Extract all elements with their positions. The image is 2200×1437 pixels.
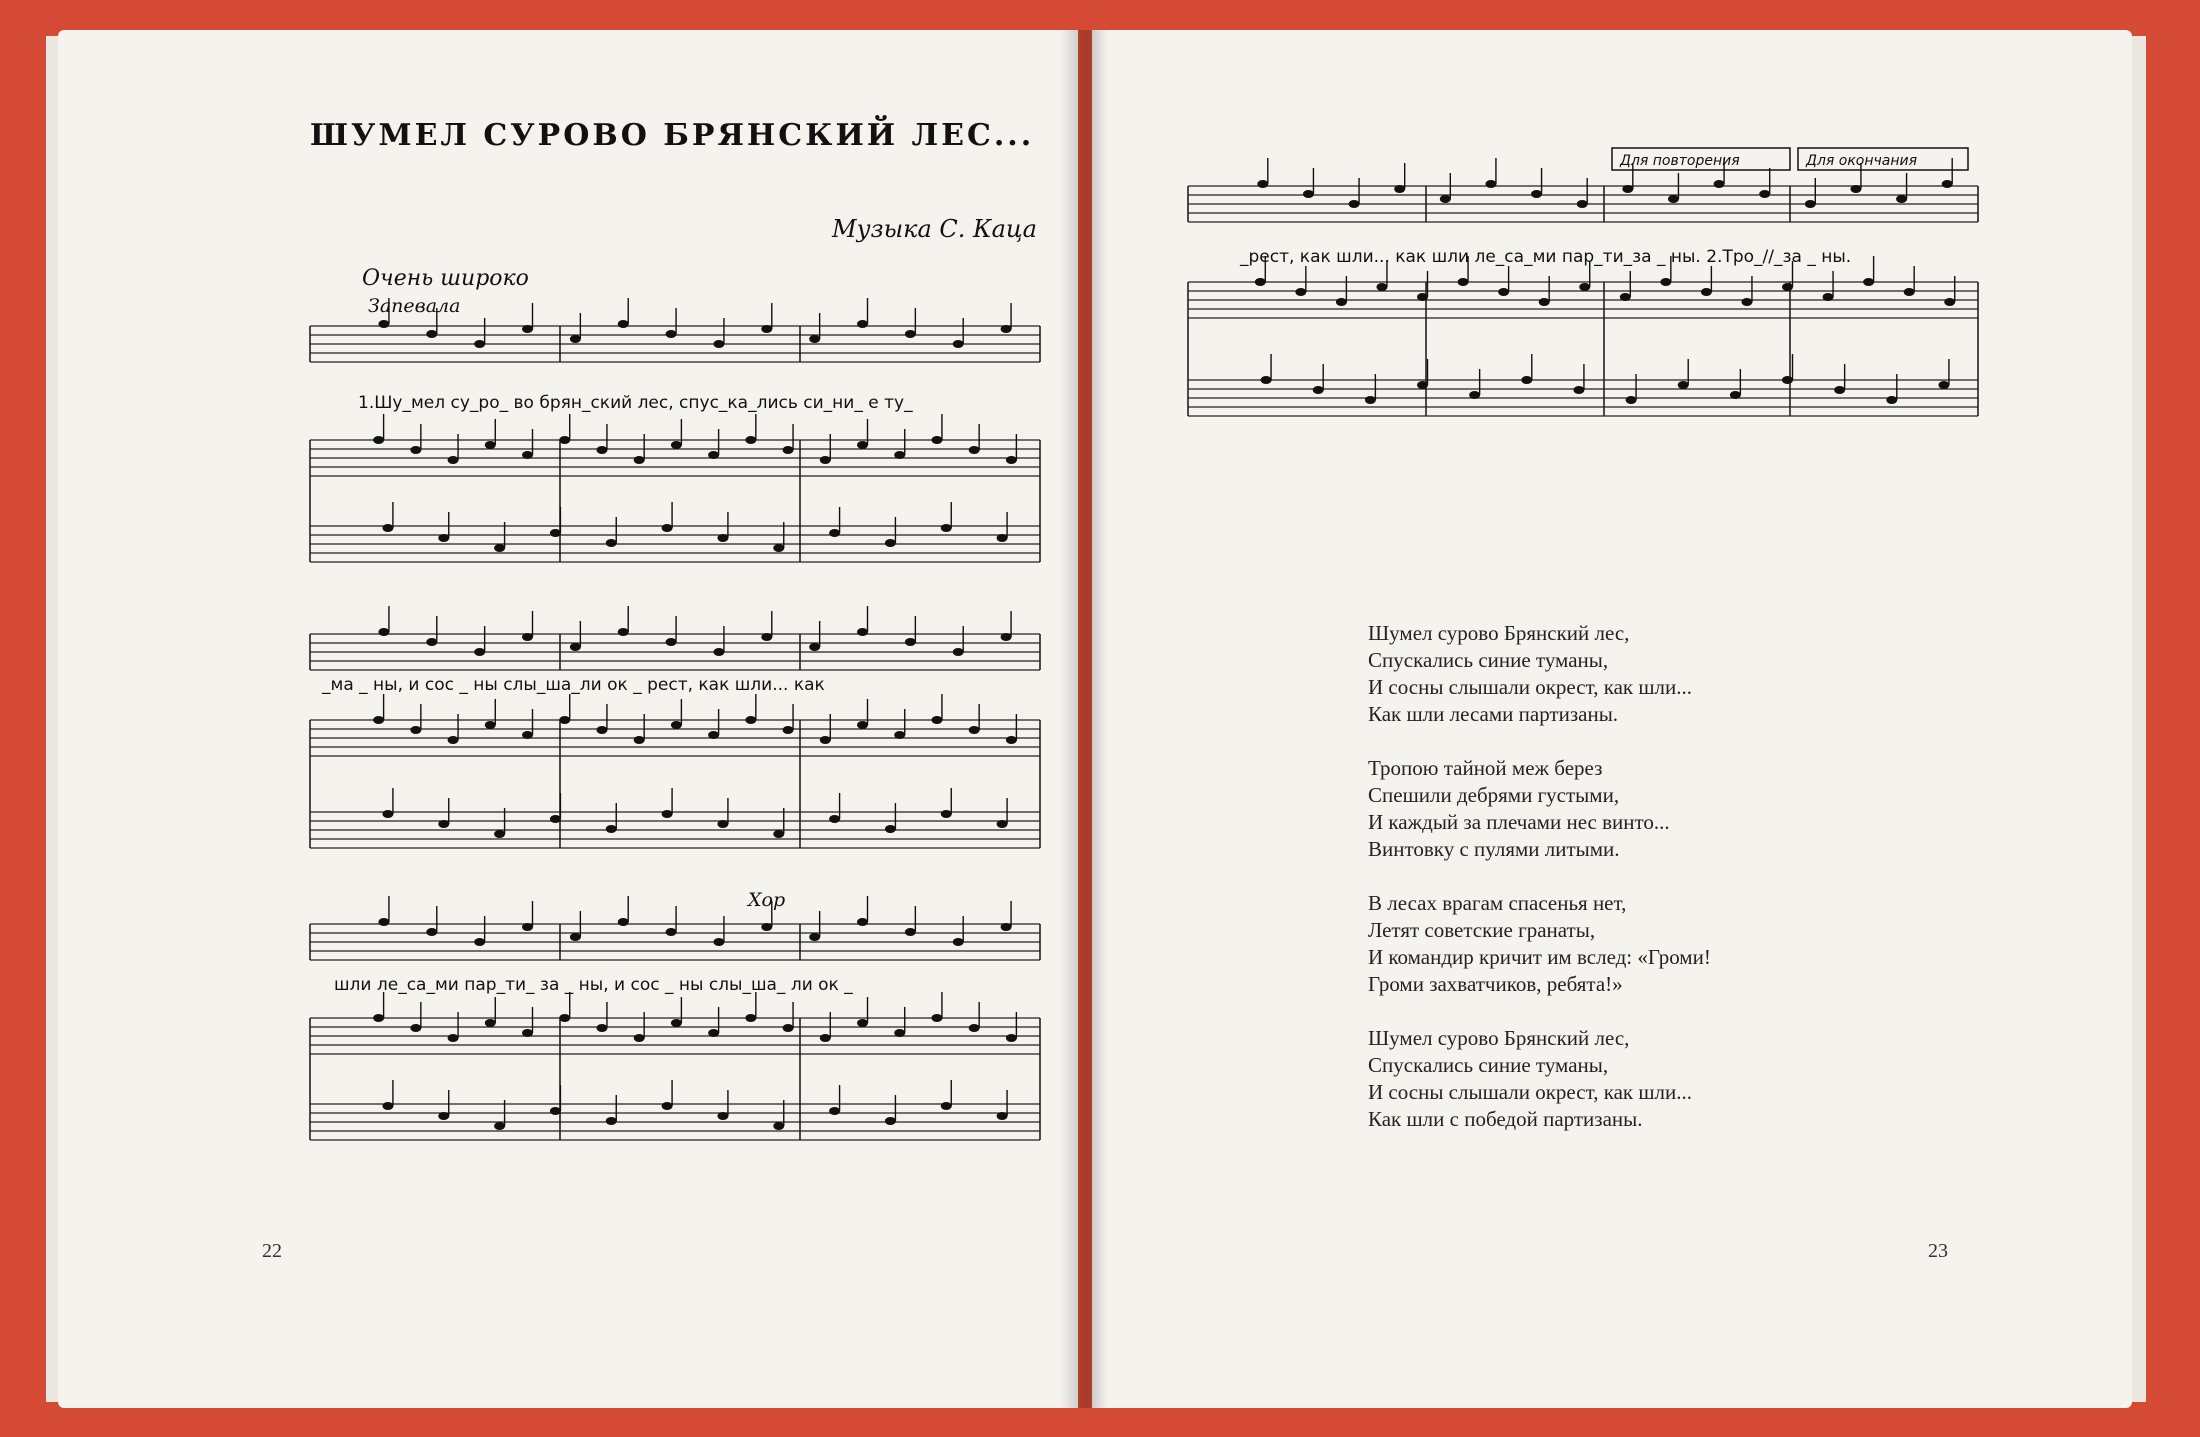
lyrics-line-2: _ма _ ны, и сос _ ны слы_ша_ли ок _ рест, как шли... как (322, 675, 825, 695)
note-head (931, 436, 942, 444)
note-head (713, 648, 724, 656)
note-head (1257, 180, 1268, 188)
note-head (1498, 288, 1509, 296)
note-head (997, 534, 1008, 542)
note-head (662, 1102, 673, 1110)
note-head (857, 721, 868, 729)
note-head (1805, 200, 1816, 208)
note-head (494, 1122, 505, 1130)
note-head (1001, 325, 1012, 333)
poem-line: И сосны слышали окрест, как шли... (1368, 675, 1692, 699)
note-head (1660, 278, 1671, 286)
note-head (373, 436, 384, 444)
note-head (666, 928, 677, 936)
note-head (438, 820, 449, 828)
note-head (410, 726, 421, 734)
note-head (1394, 185, 1405, 193)
note-head (969, 726, 980, 734)
note-head (1365, 396, 1376, 404)
note-head (522, 325, 533, 333)
note-head (1834, 386, 1845, 394)
note-head (570, 643, 581, 651)
note-head (1626, 396, 1637, 404)
note-head (820, 456, 831, 464)
note-head (559, 1014, 570, 1022)
note-head (1485, 180, 1496, 188)
note-head (713, 340, 724, 348)
note-head (570, 335, 581, 343)
poem-stanza (1368, 890, 1711, 998)
note-head (1759, 190, 1770, 198)
note-head (474, 648, 485, 656)
note-head (438, 1112, 449, 1120)
tempo-marking: Очень широко (362, 266, 529, 291)
note-head (373, 716, 384, 724)
note-head (448, 736, 459, 744)
note-head (1782, 376, 1793, 384)
note-head (829, 1107, 840, 1115)
poem-line: Спешили дебрями густыми, (1368, 783, 1620, 807)
poem-line: И сосны слышали окрест, как шли... (1368, 1080, 1692, 1104)
note-head (1469, 391, 1480, 399)
note-head (761, 633, 772, 641)
note-head (410, 1024, 421, 1032)
page-number-right: 23 (1928, 1240, 1948, 1262)
note-head (618, 320, 629, 328)
note-head (485, 1019, 496, 1027)
note-head (997, 820, 1008, 828)
note-head (1896, 195, 1907, 203)
note-head (550, 1107, 561, 1115)
note-head (931, 716, 942, 724)
poem-line: И каждый за плечами нес винто... (1368, 810, 1670, 834)
note-head (708, 1029, 719, 1037)
note-head (1336, 298, 1347, 306)
note-head (809, 933, 820, 941)
note-head (1678, 381, 1689, 389)
note-head (1701, 288, 1712, 296)
note-head (448, 1034, 459, 1042)
note-head (809, 335, 820, 343)
note-head (1539, 298, 1550, 306)
poem-line: Спускались синие туманы, (1368, 1053, 1609, 1077)
note-head (885, 539, 896, 547)
note-head (857, 918, 868, 926)
note-head (717, 1112, 728, 1120)
note-head (378, 918, 389, 926)
note-head (713, 938, 724, 946)
note-head (448, 456, 459, 464)
note-head (773, 1122, 784, 1130)
poem-stanza (1368, 755, 1711, 863)
note-head (378, 320, 389, 328)
note-head (829, 815, 840, 823)
note-head (522, 1029, 533, 1037)
poem-line: Как шли лесами партизаны. (1368, 702, 1619, 726)
poem-line: Шумел сурово Брянский лес, (1368, 1026, 1630, 1050)
note-head (1863, 278, 1874, 286)
note-head (378, 628, 389, 636)
poem-line: Как шли с победой партизаны. (1368, 1107, 1643, 1131)
poem-stanza (1368, 620, 1711, 728)
note-head (606, 825, 617, 833)
note-head (783, 1024, 794, 1032)
poem-line: Винтовку с пулями литыми. (1368, 837, 1620, 861)
note-head (745, 716, 756, 724)
note-head (894, 1029, 905, 1037)
chorus-label: Хор (748, 889, 786, 911)
page-number-left: 22 (262, 1240, 282, 1262)
note-head (596, 1024, 607, 1032)
ending-box-label: Для окончания (1806, 153, 1918, 169)
note-head (373, 1014, 384, 1022)
note-head (1730, 391, 1741, 399)
note-head (634, 1034, 645, 1042)
note-head (634, 456, 645, 464)
note-head (717, 820, 728, 828)
note-head (1417, 381, 1428, 389)
poem-line: Летят советские гранаты, (1368, 918, 1596, 942)
note-head (1303, 190, 1314, 198)
note-head (1886, 396, 1897, 404)
note-head (953, 340, 964, 348)
note-head (1577, 200, 1588, 208)
note-head (662, 810, 673, 818)
note-head (596, 446, 607, 454)
lyrics-line-4: _рест, как шли... как шли ле_са_ми пар_ти_за _ ны. 2.Тро_//_за _ ны. (1240, 247, 1852, 267)
note-head (474, 340, 485, 348)
note-head (634, 736, 645, 744)
note-head (905, 330, 916, 338)
note-head (1944, 298, 1955, 306)
note-head (485, 721, 496, 729)
lyrics-line-3: шли ле_са_ми пар_ти_ за _ ны, и сос _ ны слы_ша_ ли ок _ (334, 975, 853, 995)
note-head (426, 928, 437, 936)
note-head (1006, 736, 1017, 744)
note-head (1006, 456, 1017, 464)
note-head (773, 830, 784, 838)
note-head (941, 524, 952, 532)
note-head (485, 441, 496, 449)
note-head (1313, 386, 1324, 394)
note-head (953, 938, 964, 946)
note-head (666, 638, 677, 646)
poem-line: Шумел сурово Брянский лес, (1368, 621, 1630, 645)
note-head (894, 451, 905, 459)
note-head (1001, 633, 1012, 641)
note-head (1904, 288, 1915, 296)
note-head (570, 933, 581, 941)
staff-lines (310, 186, 1978, 1140)
note-head (1741, 298, 1752, 306)
note-head (941, 1102, 952, 1110)
note-head (717, 534, 728, 542)
note-head (666, 330, 677, 338)
note-head (522, 451, 533, 459)
note-head (820, 1034, 831, 1042)
note-head (662, 524, 673, 532)
note-head (1573, 386, 1584, 394)
poem-line: В лесах врагам спасенья нет, (1368, 891, 1627, 915)
note-head (1620, 293, 1631, 301)
poem-line: Громи захватчиков, ребята!» (1368, 972, 1623, 996)
note-head (1417, 293, 1428, 301)
note-head (953, 648, 964, 656)
note-head (857, 1019, 868, 1027)
poem-stanza (1368, 1025, 1711, 1133)
note-head (1255, 278, 1266, 286)
note-head (1782, 283, 1793, 291)
note-head (857, 628, 868, 636)
note-head (905, 928, 916, 936)
note-head (1668, 195, 1679, 203)
note-head (1714, 180, 1725, 188)
note-head (1521, 376, 1532, 384)
note-head (1531, 190, 1542, 198)
note-head (708, 731, 719, 739)
poem-line: Тропою тайной меж берез (1368, 756, 1603, 780)
note-head (1295, 288, 1306, 296)
note-head (1376, 283, 1387, 291)
note-head (494, 830, 505, 838)
note-head (1458, 278, 1469, 286)
note-head (474, 938, 485, 946)
note-head (809, 643, 820, 651)
note-head (885, 825, 896, 833)
note-head (1579, 283, 1590, 291)
note-head (559, 436, 570, 444)
note-head (820, 736, 831, 744)
note-head (829, 529, 840, 537)
note-head (857, 320, 868, 328)
note-head (522, 633, 533, 641)
note-head (783, 726, 794, 734)
note-head (969, 446, 980, 454)
song-title: ШУМЕЛ СУРОВО БРЯНСКИЙ ЛЕС... (310, 118, 1035, 153)
note-head (894, 731, 905, 739)
poem-line: И командир кричит им вслед: «Громи! (1368, 945, 1711, 969)
note-head (550, 815, 561, 823)
note-head (618, 918, 629, 926)
note-head (550, 529, 561, 537)
note-head (1850, 185, 1861, 193)
note-head (1622, 185, 1633, 193)
note-head (438, 534, 449, 542)
note-head (426, 638, 437, 646)
note-head (761, 325, 772, 333)
note-head (410, 446, 421, 454)
repeat-box-label: Для повторения (1620, 153, 1740, 169)
note-head (559, 716, 570, 724)
note-head (761, 923, 772, 931)
note-head (1261, 376, 1272, 384)
note-head (1440, 195, 1451, 203)
note-head (606, 1117, 617, 1125)
note-head (941, 810, 952, 818)
note-head (997, 1112, 1008, 1120)
note-head (426, 330, 437, 338)
note-head (522, 923, 533, 931)
note-head (783, 446, 794, 454)
note-head (671, 1019, 682, 1027)
lyrics-line-1: 1.Шу_мел су_ро_ во брян_ский лес, спус_ка_лись си_ни_ е ту_ (358, 393, 913, 413)
note-head (494, 544, 505, 552)
note-head (969, 1024, 980, 1032)
composer-credit: Музыка С. Каца (832, 215, 1037, 243)
note-head (708, 451, 719, 459)
note-head (382, 810, 393, 818)
note-head (1001, 923, 1012, 931)
note-head (596, 726, 607, 734)
note-head (1823, 293, 1834, 301)
note-head (773, 544, 784, 552)
note-head (671, 441, 682, 449)
note-head (618, 628, 629, 636)
poem-line: Спускались синие туманы, (1368, 648, 1609, 672)
voice-label: Запевала (368, 295, 461, 317)
note-head (606, 539, 617, 547)
note-head (382, 1102, 393, 1110)
note-head (1349, 200, 1360, 208)
note-head (1938, 381, 1949, 389)
note-head (857, 441, 868, 449)
note-head (671, 721, 682, 729)
note-head (745, 1014, 756, 1022)
note-head (885, 1117, 896, 1125)
note-head (931, 1014, 942, 1022)
note-head (905, 638, 916, 646)
note-head (522, 731, 533, 739)
note-head (1942, 180, 1953, 188)
poem (1368, 620, 1711, 1160)
note-head (745, 436, 756, 444)
note-head (1006, 1034, 1017, 1042)
note-head (382, 524, 393, 532)
